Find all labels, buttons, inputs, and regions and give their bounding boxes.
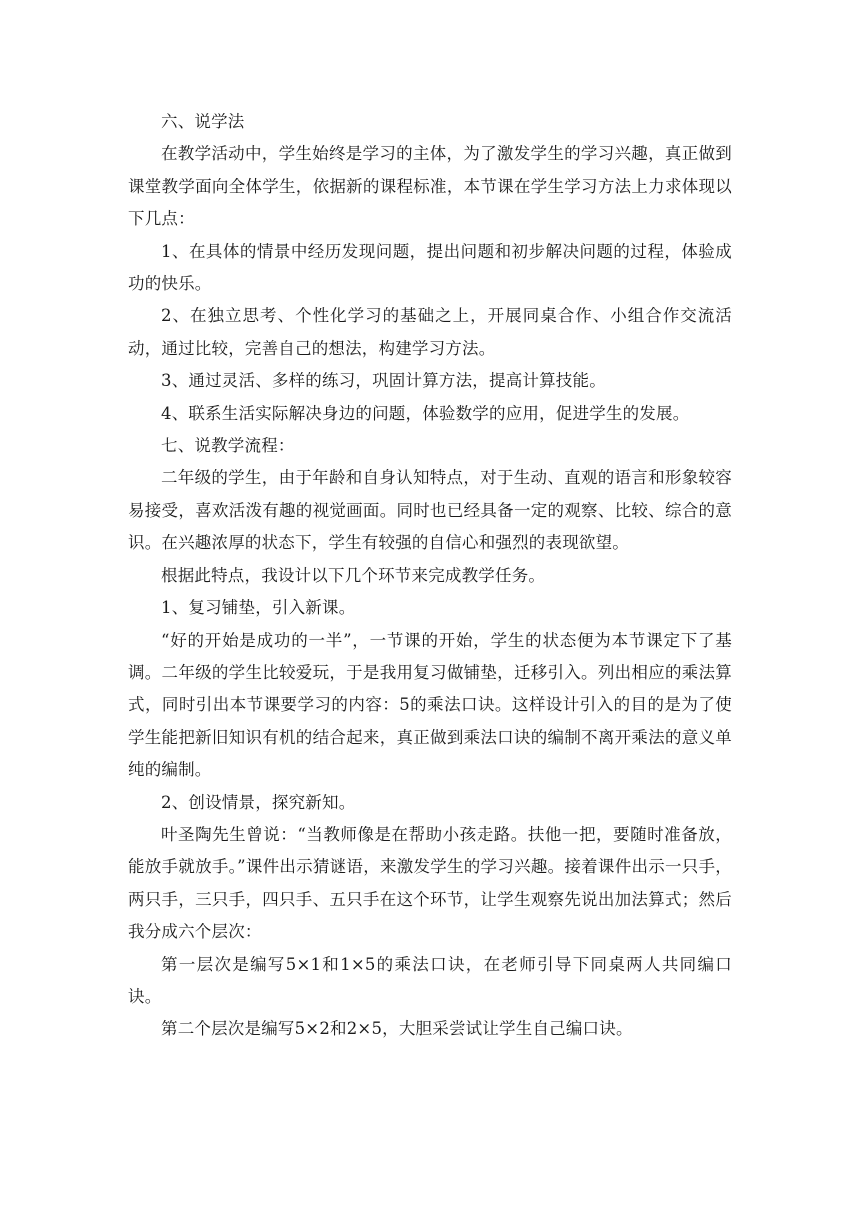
- section-heading-study-method: 六、说学法: [161, 112, 245, 131]
- step-heading-review: 1、复习铺垫，引入新课。: [161, 598, 356, 618]
- list-item-4: 4、联系生活实际解决身边的问题，体验数学的应用，促进学生的发展。: [161, 403, 690, 423]
- paragraph-explore-detail: 叶圣陶先生曾说：“当教师像是在帮助小孩走路。扶他一把，要随时准备放，能放手就放手。”课件出示猜谜语，来激发学生的学习兴趣。接着课件出示一只手，两只手，三只手，四只手、五只手在这个环节，让学生观察先说出加法算式；然后我分成六个层次：: [128, 824, 732, 942]
- paragraph-study-method-intro: 在教学活动中，学生始终是学习的主体，为了激发学生的学习兴趣，真正做到课堂教学面向全体学生，依据新的课程标准，本节课在学生学习方法上力求体现以下几点：: [128, 144, 732, 229]
- list-item-1: 1、在具体的情景中经历发现问题，提出问题和初步解决问题的过程，体验成功的快乐。: [128, 241, 732, 294]
- paragraph-level-one: 第一层次是编写5×1和1×5的乘法口诀，在老师引导下同桌两人共同编口诀。: [128, 954, 732, 1006]
- paragraph-student-traits: 二年级的学生，由于年龄和自身认知特点，对于生动、直观的语言和形象较容易接受，喜欢活泼有趣的视觉画面。同时也已经具备一定的观察、比较、综合的意识。在兴趣浓厚的状态下，学生有较强的自信心和强烈的表现欲望。: [128, 468, 732, 553]
- paragraph-design-intro: 根据此特点，我设计以下几个环节来完成教学任务。: [161, 565, 546, 585]
- list-item-2: 2、在独立思考、个性化学习的基础之上，开展同桌合作、小组合作交流活动，通过比较，完善自己的想法，构建学习方法。: [128, 306, 732, 358]
- paragraph-level-two: 第二个层次是编写5×2和2×5，大胆采尝试让学生自己编口诀。: [161, 1019, 633, 1039]
- section-heading-teaching-flow: 七、说教学流程：: [161, 436, 295, 456]
- list-item-3: 3、通过灵活、多样的练习，巩固计算方法，提高计算技能。: [161, 371, 606, 391]
- step-heading-explore: 2、创设情景，探究新知。: [161, 792, 356, 812]
- document-body: [128, 106, 732, 1046]
- paragraph-review-detail: “好的开始是成功的一半”，一节课的开始，学生的状态便为本节课定下了基调。二年级的学生比较爱玩，于是我用复习做铺垫，迁移引入。列出相应的乘法算式，同时引出本节课要学习的内容：5的乘法口诀。这样设计引入的目的是为了使学生能把新旧知识有机的结合起来，真正做到乘法口诀的编制不离开乘法的意义单纯的编制。: [128, 630, 732, 780]
